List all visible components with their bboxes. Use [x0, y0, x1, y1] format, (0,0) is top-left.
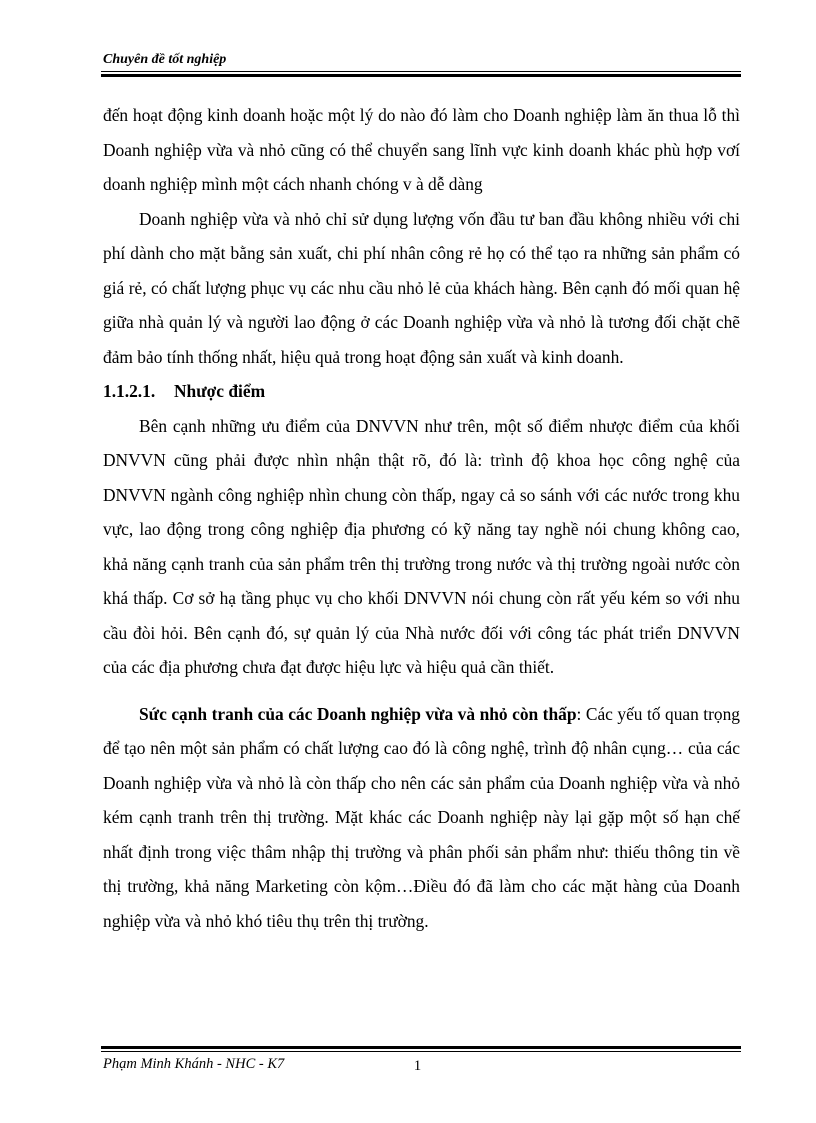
- section-number: 1.1.2.1.: [103, 381, 156, 401]
- footer-author: Phạm Minh Khánh - NHC - K7: [103, 1056, 285, 1072]
- header-rule-thick: [101, 74, 741, 77]
- footer-rule-thick: [101, 1046, 741, 1049]
- header-title: Chuyên đề tốt nghiệp: [103, 52, 227, 67]
- paragraph-lead: Sức cạnh tranh của các Doanh nghiệp vừa và nhỏ còn thấp: [139, 703, 577, 724]
- page-number: 1: [413, 1058, 422, 1074]
- section-heading: [103, 374, 740, 409]
- footer-rule-thin: [101, 1051, 741, 1052]
- paragraph-continuation: đến hoạt động kinh doanh hoặc một lý do nào đó làm cho Doanh nghiệp làm ăn thua lỗ thì Doanh nghiệp vừa và nhỏ cũng có thể chuyển sang lĩnh vực kinh doanh khác phù hợp vơí doanh nghiệp mình một cách nhanh chóng v à dễ dàng: [103, 105, 740, 194]
- document-body: [103, 98, 740, 938]
- header-rule-thin: [101, 71, 741, 72]
- paragraph-advantages: Doanh nghiệp vừa và nhỏ chỉ sử dụng lượng vốn đầu tư ban đầu không nhiều với chi phí dành cho mặt bằng sản xuất, chi phí nhân công rẻ họ có thể tạo ra những sản phẩm có giá rẻ, có chất lượng phục vụ các nhu cầu nhỏ lẻ của khách hàng. Bên cạnh đó mối quan hệ giữa nhà quản lý và người lao động ở các Doanh nghiệp vừa và nhỏ là tương đối chặt chẽ đảm bảo tính thống nhất, hiệu quả trong hoạt động sản xuất và kinh doanh.: [103, 208, 740, 367]
- paragraph-body: : Các yếu tố quan trọng để tạo nên một sản phẩm có chất lượng cao đó là công nghệ, trình độ nhân cụng… của các Doanh nghiệp vừa và nhỏ là còn thấp cho nên các sản phẩm của Doanh nghiệp vừa và nhỏ kém cạnh tranh trên thị trường. Mặt khác các Doanh nghiệp này lại gặp một số hạn chế nhất định trong việc thâm nhập thị trường và phân phối sản phẩm như: thiếu thông tin về thị trường, khả năng Marketing còn kộm…Điều đó đã làm cho các mặt hàng của Doanh nghiệp vừa và nhỏ khó tiêu thụ trên thị trường.: [103, 703, 741, 931]
- paragraph-disadvantages: Bên cạnh những ưu điểm của DNVVN như trên, một số điểm nhược điểm của khối DNVVN cũng phải được nhìn nhận thật rõ, đó là: trình độ khoa học công nghệ của DNVVN ngành công nghiệp nhìn chung còn thấp, ngay cả so sánh với các nước trong khu vực, lao động trong công nghiệp địa phương có kỹ năng tay nghề nói chung không cao, khả năng cạnh tranh của sản phẩm trên thị trường trong nước và thị trường ngoài nước còn khá thấp. Cơ sở hạ tầng phục vụ cho khối DNVVN nói chung còn rất yếu kém so với nhu cầu đòi hỏi. Bên cạnh đó, sự quản lý của Nhà nước đối với công tác phát triển DNVVN của các địa phương chưa đạt được hiệu lực và hiệu quả cần thiết.: [103, 415, 740, 677]
- paragraph-competitiveness: [103, 697, 740, 939]
- section-title: Nhược điểm: [174, 381, 266, 401]
